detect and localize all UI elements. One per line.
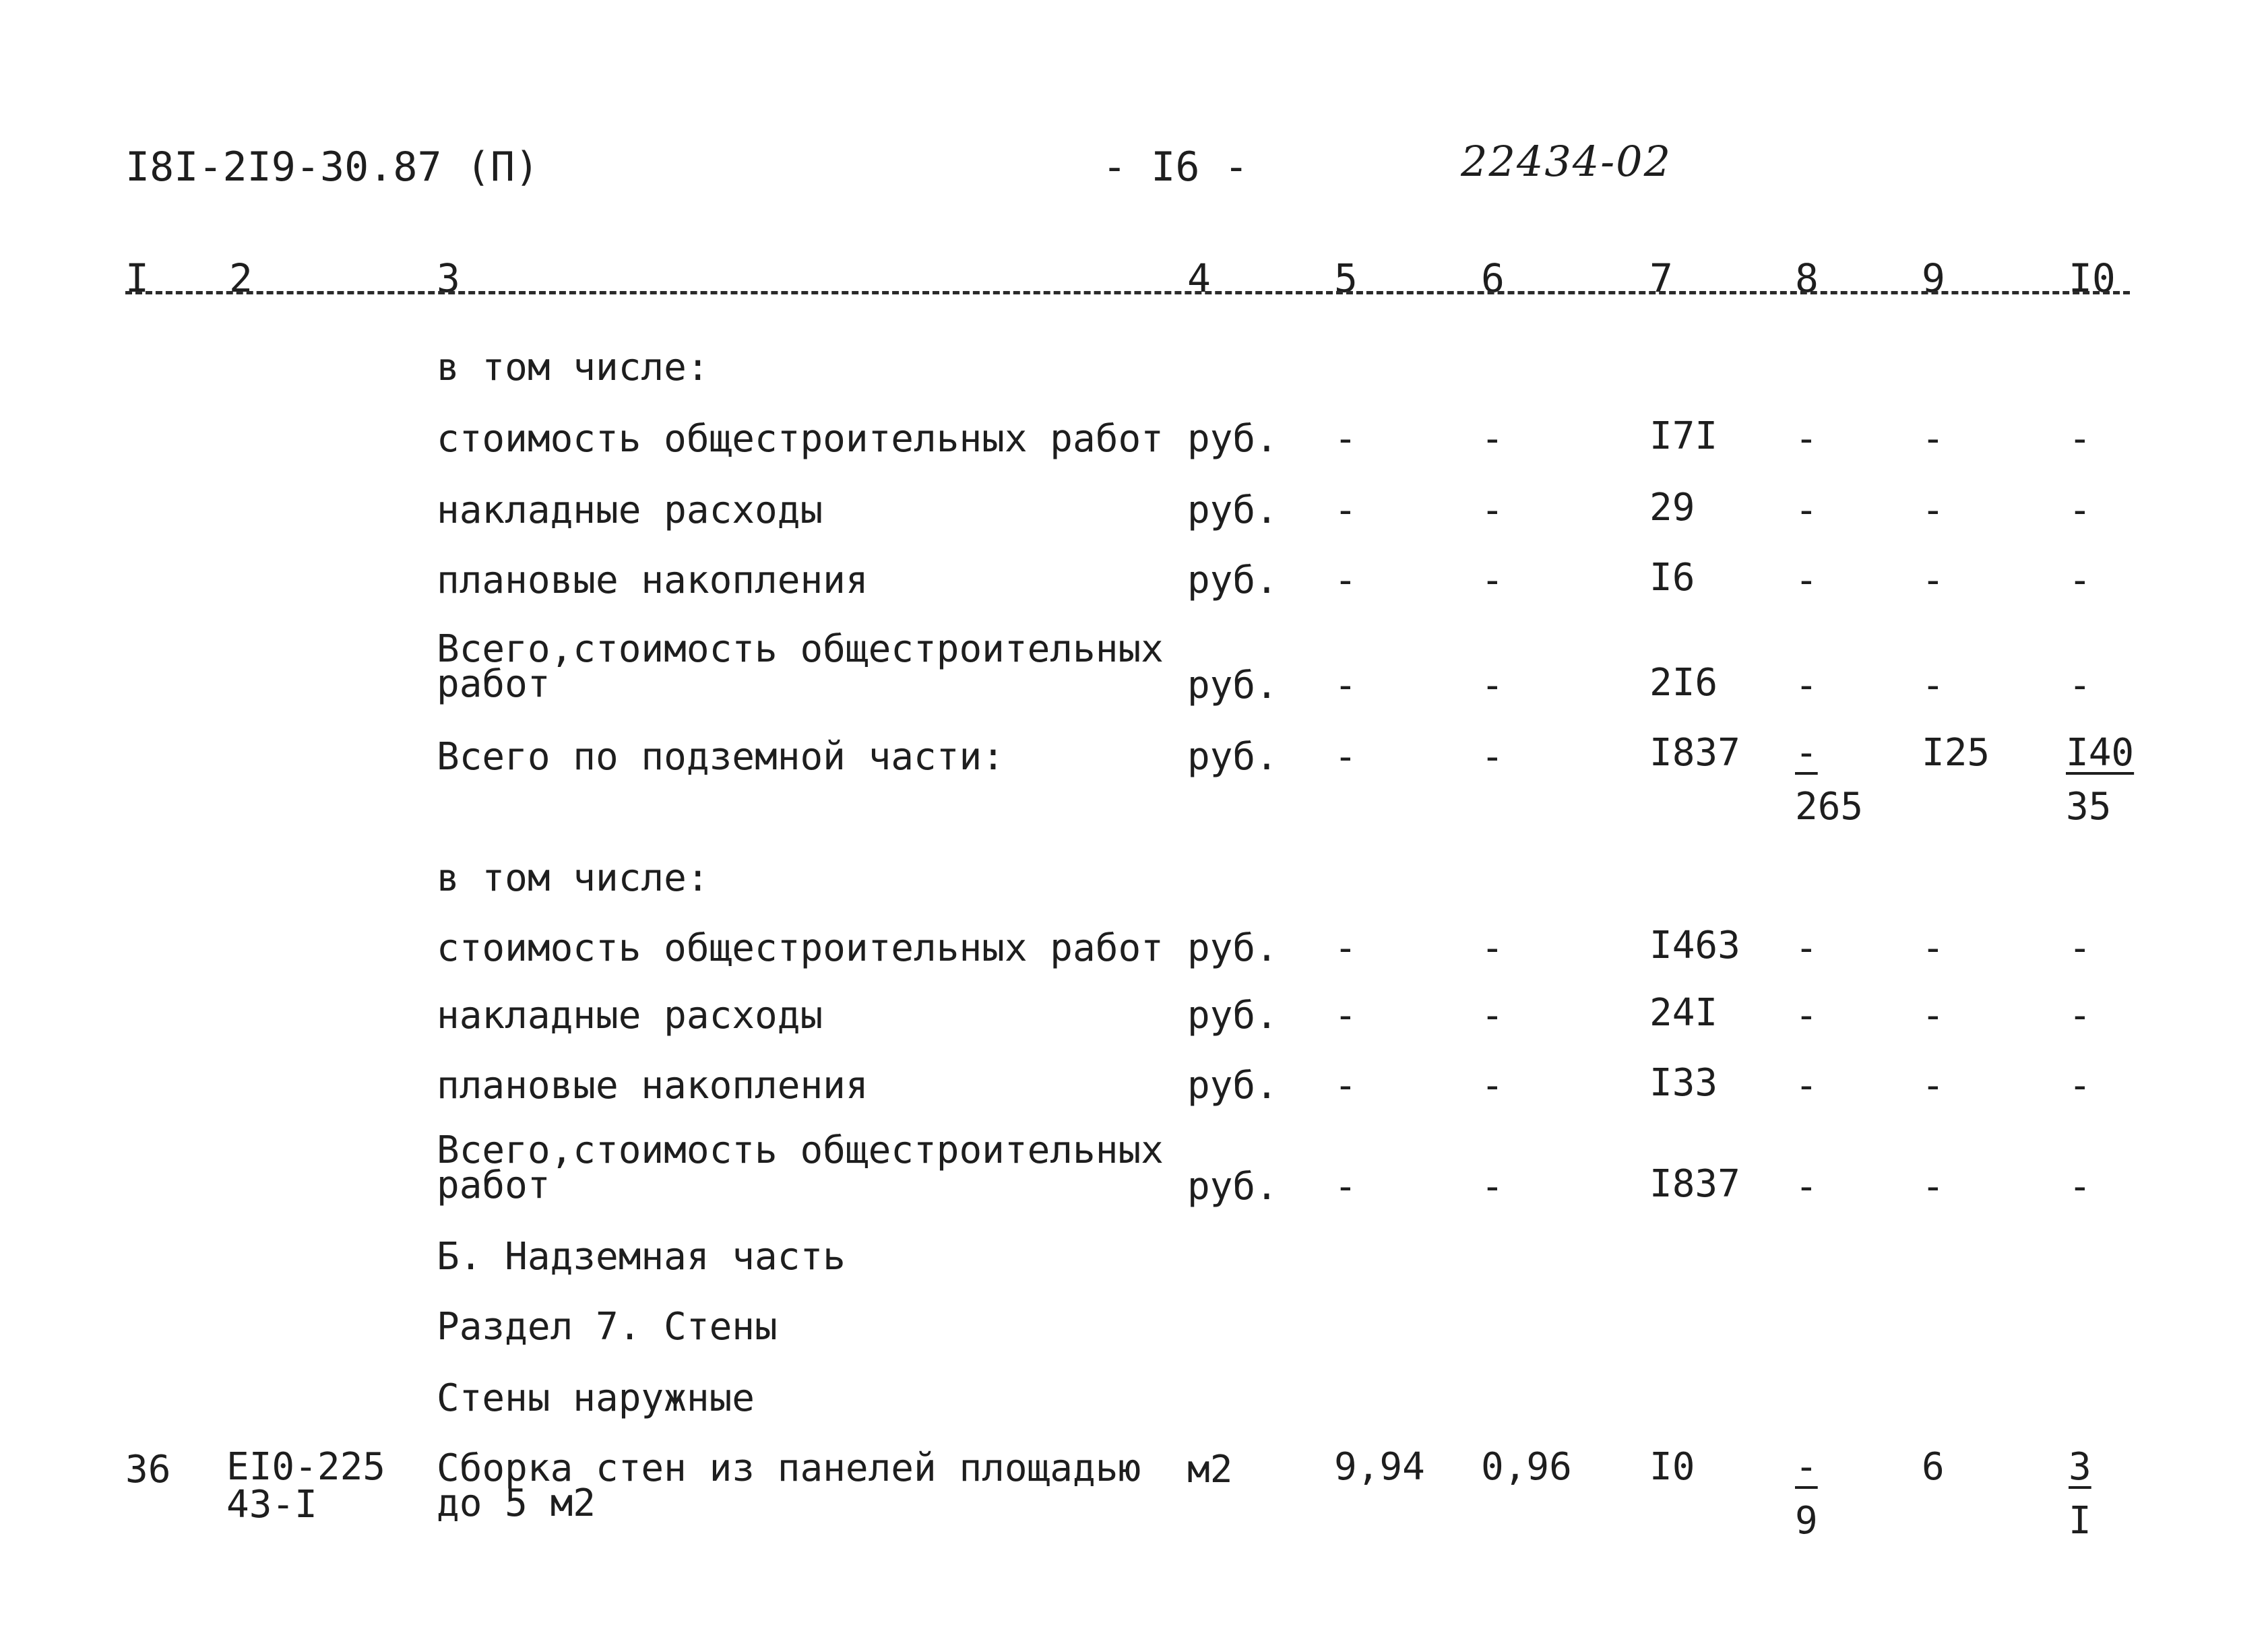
col10-numerator: 3 — [2069, 1445, 2091, 1489]
header-dashed-rule — [125, 291, 2130, 294]
document-code: I8I-2I9-30.87 (П) — [125, 143, 540, 191]
column-number: 8 — [1795, 255, 1819, 301]
col8-denominator: 265 — [1795, 785, 1864, 829]
col10-cell: - — [2069, 994, 2091, 1037]
col7-cell: 24I — [1649, 991, 1718, 1035]
col5-cell: - — [1334, 558, 1357, 602]
unit-cell: руб. — [1187, 488, 1278, 532]
col10-cell: - — [2069, 488, 2091, 532]
row-description: накладные расходы — [437, 994, 823, 1037]
column-number: 6 — [1481, 255, 1505, 301]
unit-cell: м2 — [1187, 1448, 1233, 1492]
col7-cell: I837 — [1649, 731, 1740, 775]
row-description: в том числе: — [437, 346, 710, 389]
col5-cell: - — [1334, 1165, 1357, 1209]
col8-cell: - — [1795, 417, 1818, 461]
col5-cell: - — [1334, 664, 1357, 707]
column-number: I — [125, 255, 149, 301]
col7-cell: 2I6 — [1649, 661, 1718, 705]
unit-cell: руб. — [1187, 664, 1278, 707]
col6-cell: 0,96 — [1481, 1445, 1572, 1489]
col10-fraction — [2069, 1445, 2091, 1543]
unit-cell: руб. — [1187, 735, 1278, 779]
col9-cell: - — [1922, 488, 1945, 532]
col5-cell: - — [1334, 417, 1357, 461]
column-number: I0 — [2069, 255, 2116, 301]
col10-cell: - — [2069, 558, 2091, 602]
row-description: Всего по подземной части: — [437, 735, 1005, 779]
col6-cell: - — [1481, 1165, 1504, 1209]
col6-cell: - — [1481, 488, 1504, 532]
col9-cell: - — [1922, 417, 1945, 461]
row-description: плановые накопления — [437, 558, 869, 602]
col10-cell: - — [2069, 417, 2091, 461]
col10-numerator: I40 — [2066, 731, 2135, 775]
col10-cell: - — [2069, 664, 2091, 707]
unit-cell: руб. — [1187, 1064, 1278, 1108]
subsection-heading: Стены наружные — [437, 1376, 755, 1420]
col10-denominator: 35 — [2066, 785, 2112, 829]
col7-cell: I837 — [1649, 1162, 1740, 1206]
col8-cell: - — [1795, 1165, 1818, 1209]
col6-cell: - — [1481, 994, 1504, 1037]
unit-cell: руб. — [1187, 926, 1278, 970]
col7-cell: I33 — [1649, 1061, 1718, 1105]
col9-cell: - — [1922, 994, 1945, 1037]
col8-numerator: - — [1795, 731, 1818, 775]
col9-cell: - — [1922, 1064, 1945, 1108]
col5-cell: - — [1334, 1064, 1357, 1108]
unit-cell: руб. — [1187, 558, 1278, 602]
col10-cell: - — [2069, 1165, 2091, 1209]
col10-denominator: I — [2069, 1499, 2091, 1543]
col7-cell: 29 — [1649, 486, 1695, 530]
col8-cell: - — [1795, 1064, 1818, 1108]
row-description: накладные расходы — [437, 488, 823, 532]
unit-cell: руб. — [1187, 994, 1278, 1037]
col10-fraction — [2066, 731, 2135, 829]
col5-cell: 9,94 — [1334, 1445, 1425, 1489]
column-number: 2 — [229, 255, 253, 301]
col6-cell: - — [1481, 1064, 1504, 1108]
row-description: стоимость общестроительных работ — [437, 417, 1164, 461]
col8-denominator: 9 — [1795, 1499, 1818, 1543]
col9-cell: - — [1922, 664, 1945, 707]
row-description: Всего,стоимость общестроительных работ — [437, 1128, 1164, 1207]
page-number: - I6 - — [1102, 143, 1249, 191]
handwritten-reference: 22434-02 — [1461, 137, 1672, 186]
col10-cell: - — [2069, 926, 2091, 970]
col5-cell: - — [1334, 735, 1357, 779]
col8-cell: - — [1795, 664, 1818, 707]
col6-cell: - — [1481, 664, 1504, 707]
col7-cell: I463 — [1649, 924, 1740, 967]
item-code: EI0-225 43-I — [226, 1445, 386, 1527]
col9-cell: I25 — [1922, 731, 1990, 775]
column-number: 5 — [1334, 255, 1358, 301]
column-number: 4 — [1187, 255, 1211, 301]
row-description: плановые накопления — [437, 1064, 869, 1108]
col7-cell: I7I — [1649, 414, 1718, 458]
col8-fraction — [1795, 1445, 1818, 1543]
row-description: Сборка стен из панелей площадью до 5 м2 — [437, 1446, 1141, 1525]
col8-cell: - — [1795, 926, 1818, 970]
col6-cell: - — [1481, 926, 1504, 970]
col9-cell: - — [1922, 926, 1945, 970]
col9-cell: - — [1922, 558, 1945, 602]
col9-cell: - — [1922, 1165, 1945, 1209]
col6-cell: - — [1481, 735, 1504, 779]
unit-cell: руб. — [1187, 417, 1278, 461]
col10-cell: - — [2069, 1064, 2091, 1108]
col5-cell: - — [1334, 488, 1357, 532]
col9-cell: 6 — [1922, 1445, 1945, 1489]
col8-numerator: - — [1795, 1445, 1818, 1489]
item-number: 36 — [125, 1448, 171, 1492]
row-description: стоимость общестроительных работ — [437, 926, 1164, 970]
col7-cell: I0 — [1649, 1445, 1695, 1489]
column-number: 7 — [1649, 255, 1673, 301]
col5-cell: - — [1334, 994, 1357, 1037]
col8-cell: - — [1795, 994, 1818, 1037]
col7-cell: I6 — [1649, 556, 1695, 600]
col6-cell: - — [1481, 558, 1504, 602]
column-number: 3 — [437, 255, 460, 301]
row-description: Всего,стоимость общестроительных работ — [437, 627, 1164, 706]
row-description: в том числе: — [437, 856, 710, 900]
col8-cell: - — [1795, 558, 1818, 602]
section-heading: Раздел 7. Стены — [437, 1305, 778, 1349]
column-number: 9 — [1922, 255, 1945, 301]
section-heading: Б. Надземная часть — [437, 1235, 846, 1279]
col8-cell: - — [1795, 488, 1818, 532]
col6-cell: - — [1481, 417, 1504, 461]
unit-cell: руб. — [1187, 1165, 1278, 1209]
col5-cell: - — [1334, 926, 1357, 970]
col8-fraction — [1795, 731, 1864, 829]
